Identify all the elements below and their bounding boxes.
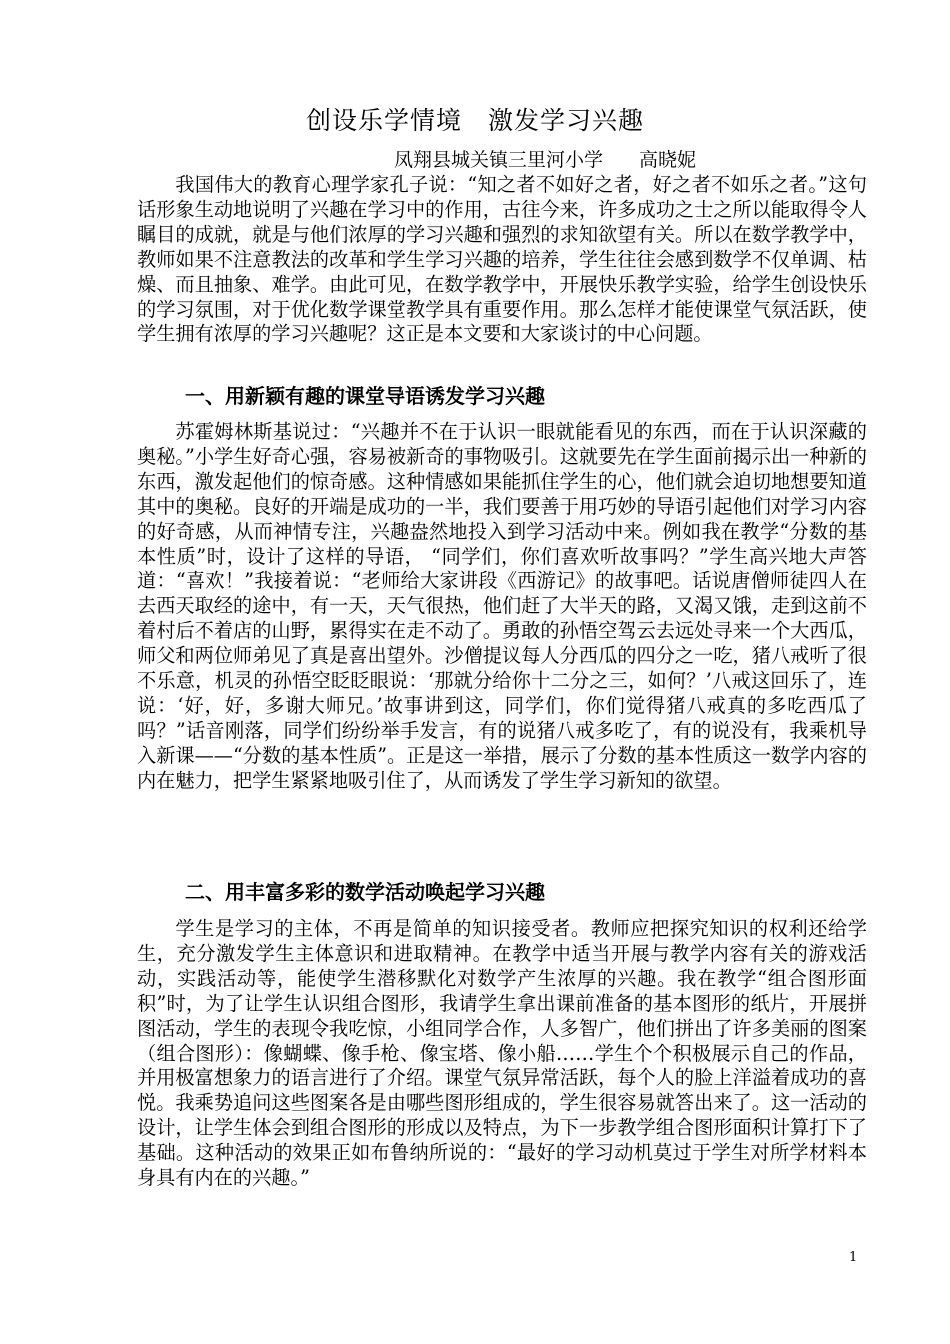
section-1-paragraph: 苏霍姆林斯基说过：“兴趣并不在于认识一眼就能看见的东西，而在于认识深藏的奥秘。”小学生好奇心强，容易被新奇的事物吸引。这就要先在学生面前揭示出一种新的东西，激发起他们的惊奇感。这种情感如果能抓住学生的心，他们就会迫切地想要知道其中的奥秘。良好的开端是成功的一半，我们要善于用巧妙的导语引起他们对学习内容的好奇感，从而神情专注，兴趣盎然地投入到学习活动中来。例如我在教学“分数的基本性质”时，设计了这样的导语， “同学们，你们喜欢听故事吗？”学生高兴地大声答道：“喜欢！”我接着说：“老师给大家讲段《西游记》的故事吧。话说唐僧师徒四人在去西天取经的途中，有一天，天气很热，他们赶了大半天的路，又渴又饿，走到这前不着村后不着店的山野，累得实在走不动了。勇敢的孙悟空驾云去远处寻来一个大西瓜，师父和两位师弟见了真是喜出望外。沙僧提议每人分西瓜的四分之一吃，猪八戒听了很不乐意，机灵的孙悟空眨眨眼说：‘那就分给你十二分之三，如何？’八戒这回乐了，连说：‘好，好，多谢大师兄。’故事讲到这，同学们，你们觉得猪八戒真的多吃西瓜了吗？”话音刚落，同学们纷纷举手发言，有的说猪八戒多吃了，有的说没有，我乘机导入新课——“分数的基本性质”。正是这一举措，展示了分数的基本性质这一数学内容的内在魅力，把学生紧紧地吸引住了，从而诱发了学生学习新知的欲望。: [137, 420, 867, 792]
document-title: 创设乐学情境 激发学习兴趣: [305, 106, 644, 135]
section-2-heading: 二、用丰富多彩的数学活动唤起学习兴趣: [185, 880, 545, 904]
intro-paragraph: 我国伟大的教育心理学家孔子说：“知之者不如好之者，好之者不如乐之者。”这句话形象生动地说明了兴趣在学习中的作用，古往今来，许多成功之士之所以能取得令人瞩目的成就，就是与他们浓厚的学习兴趣和强烈的求知欲望有关。所以在数学教学中，教师如果不注意教法的改革和学生学习兴趣的培养，学生往往会感到数学不仅单调、枯燥、而且抽象、难学。由此可见，在数学教学中，开展快乐教学实验，给学生创设快乐的学习氛围，对于优化数学课堂教学具有重要作用。那么怎样才能使课堂气氛活跃，使学生拥有浓厚的学习兴趣呢？这正是本文要和大家谈讨的中心问题。: [137, 173, 867, 346]
page-number: 1: [849, 1250, 858, 1265]
section-1-heading: 一、用新颖有趣的课堂导语诱发学习兴趣: [185, 384, 545, 408]
section-1-body: [137, 420, 867, 794]
author-name: 高晓妮: [639, 149, 697, 171]
intro-block: [137, 173, 867, 347]
section-2-paragraph: 学生是学习的主体，不再是简单的知识接受者。教师应把探究知识的权利还给学生，充分激发学生主体意识和进取精神。在教学中适当开展与教学内容有关的游戏活动，实践活动等，能使学生潜移默化对数学产生浓厚的兴趣。我在教学“组合图形面积”时，为了让学生认识组合图形，我请学生拿出课前准备的基本图形的纸片，开展拼图活动，学生的表现令我吃惊，小组同学合作，人多智广，他们拼出了许多美丽的图案（组合图形）：像蝴蝶、像手枪、像宝塔、像小船……学生个个积极展示自己的作品，并用极富想象力的语言进行了介绍。课堂气氛异常活跃，每个人的脸上洋溢着成功的喜悦。我乘势追问这些图案各是由哪些图形组成的，学生很容易就答出来了。这一活动的设计，让学生体会到组合图形的形成以及特点，为下一步教学组合图形面积计算打下了基础。这种活动的效果正如布鲁纳所说的：“最好的学习动机莫过于学生对所学材料本身具有内在的兴趣。”: [137, 917, 867, 1190]
author-school: 凤翔县城关镇三里河小学: [394, 149, 604, 171]
author-line: [394, 146, 696, 174]
section-2-body: [137, 917, 867, 1191]
